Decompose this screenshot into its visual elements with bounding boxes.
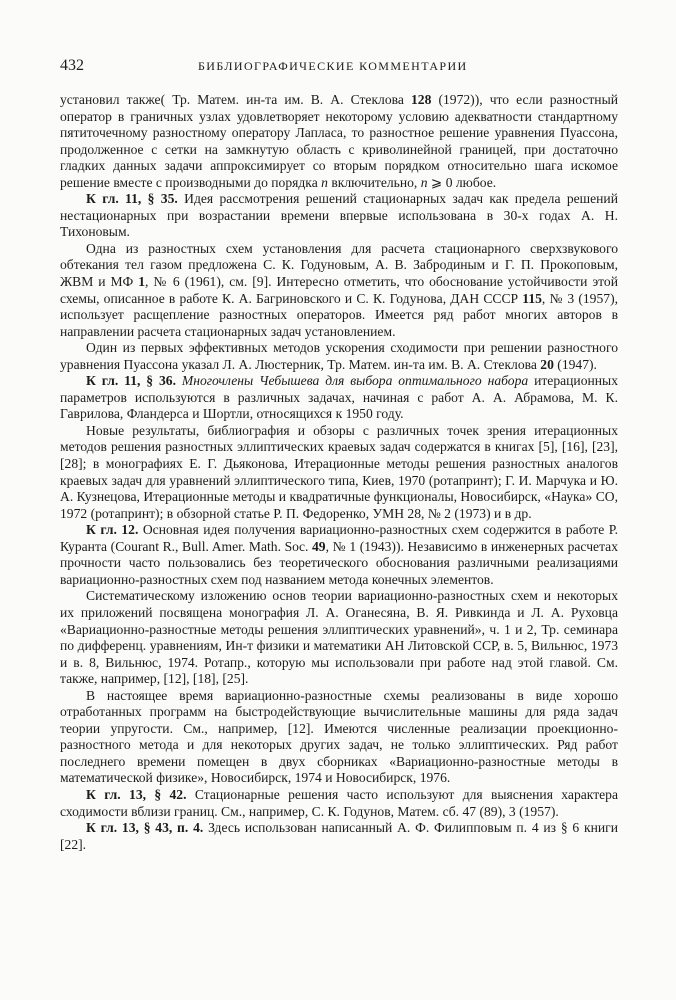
italic-text: n xyxy=(420,174,428,190)
paragraph-p7 xyxy=(60,522,618,588)
page-header xyxy=(58,57,620,77)
reference-label: 128 xyxy=(410,92,432,107)
reference-label: К гл. 12. xyxy=(86,522,139,538)
italic-text: Многочлены Чебышева для выбора оптимального набора xyxy=(181,373,529,389)
reference-label: 1 xyxy=(138,274,145,290)
paragraph-p9 xyxy=(60,688,618,787)
running-title: БИБЛИОГРАФИЧЕСКИЕ КОММЕНТАРИИ xyxy=(198,59,468,73)
text-run: В настоящее время вариационно-разностные схемы реализованы в виде хорошо отработанных программ на быстродействующие вычислительные машины для ряда задач теории упругости. См., например, [12]. Имеются численные реализации проекционно-разностного метода и для некоторых других задач, не только эллиптических. Ряд работ последнего времени помещен в двух сборниках «Вариационно-разностные методы в математической физике», Новосибирск, 1974 и Новосибирск, 1976. xyxy=(60,687,618,786)
reference-label: К гл. 11, § 35. xyxy=(86,191,178,207)
text-run: (1947). xyxy=(553,356,597,372)
paragraph-p5 xyxy=(60,373,618,423)
paragraph-p6 xyxy=(60,423,618,522)
text-run: итерационных параметров используются в различных задачах, начиная с работ А. А. Абрамова, М. К. Гаврилова, Фландерса и Шортли, относящихся к 1950 году. xyxy=(60,373,618,422)
text-run: , № 1 (1943)). Независимо в инженерных расчетах прочности часто пользовались без теоретического обоснования различными реализациями вариационно-разностных схем под названием метода конечных элементов. xyxy=(60,538,619,587)
text-run: (1972)), что если разностный оператор в граничных узлах удовлетворяет некоторому условию адекватности стандартному пятиточечному разностному оператору Лапласа, то разностное решение уравнения Пуассона, продолженное с сетки на замкнутую область с криволинейной границей, при достаточно гладких данных задачи аппроксимирует со вторым порядком относительно шага искомое решение вместе с производными до порядка xyxy=(60,92,618,190)
paragraph-p3 xyxy=(60,241,618,340)
text-run: , № 6 (1961), см. [9]. Интересно отметить, что обоснование устойчивости этой схемы, описанное в работе К. А. Багриновского и С. К. Годунова, ДАН СССР xyxy=(60,274,619,306)
paragraph-p8 xyxy=(60,588,618,687)
text-run: установил также( Тр. Матем. ин-та им. В. А. Стеклова xyxy=(60,92,411,107)
reference-label: 49 xyxy=(311,538,326,554)
reference-label: 20 xyxy=(540,356,554,372)
paragraph-p10 xyxy=(60,787,618,820)
text-run: Идея рассмотрения решений стационарных задач как предела решений нестационарных при возрастании времени впервые использована в 30-х годах А. Н. Тихоновым. xyxy=(60,191,618,240)
text-run: Один из первых эффективных методов ускорения сходимости при решении разностного уравнения Пуассона указал Л. А. Люстерник, Тр. Матем. ин-та им. В. А. Стеклова xyxy=(60,340,618,372)
text-run: Здесь использован написанный А. Ф. Филипповым п. 4 из § 6 книги [22]. xyxy=(60,820,618,852)
text-run: ⩾ 0 любое. xyxy=(427,174,497,190)
text-run: , № 3 (1957), использует расщепление разностных операторов. Имеется ряд работ многих авторов в направлении расчета стационарных задач установлением. xyxy=(60,290,618,339)
text-run: Новые результаты, библиография и обзоры с различных точек зрения итерационных методов решения разностных эллиптических краевых задач содержатся в книгах [5], [16], [23], [28]; в монографиях Е. Г. Дьяконова, Итерационные методы решения разностных аналогов краевых задач для уравнений эллиптического типа, Киев, 1970 (ротапринт); Г. И. Марчука и Ю. А. Кузнецова, Итерационные методы и квадратичные функционалы, Новосибирск, «Наука» СО, 1972 (ротапринт); в обзорной статье Р. П. Федоренко, УМН 28, № 2 (1973) и в др. xyxy=(60,422,618,521)
italic-text: n xyxy=(321,174,328,190)
text-run: Стационарные решения часто используют для выяснения характера сходимости вблизи границ. См., например, С. К. Годунов, Матем. сб. 47 (89), 3 (1957). xyxy=(60,786,618,819)
page-number: 432 xyxy=(60,57,84,74)
paragraph-p2 xyxy=(60,191,618,241)
paragraph-p11 xyxy=(60,820,618,853)
text-run: Одна из разностных схем установления для расчета стационарного сверхзвукового обтекания тел газом предложена С. К. Годуновым, А. В. Забродиным и Г. П. Прокоповым, ЖВМ и МФ xyxy=(60,240,618,290)
text-run: Основная идея получения вариационно-разностных схем содержится в работе Р. Куранта (Courant R., Bull. Amer. Math. Soc. xyxy=(60,522,618,554)
paragraph-p1 xyxy=(60,92,618,191)
reference-label: К гл. 13, § 42. xyxy=(86,786,187,802)
reference-label: 115 xyxy=(522,290,542,306)
text-run: Систематическому изложению основ теории вариационно-разностных схем и некоторых их приложений посвящена монография Л. А. Оганесяна, В. Я. Ривкинда и Л. А. Руховца «Вариационно-разностные методы решения эллиптических уравнений», ч. 1 и 2, Тр. семинара по дифференц. уравнениям, Ин-т физики и математики АН Литовской ССР, в. 5, Вильнюс, 1973 и в. 8, Вильнюс, 1974. Ротапр., которую мы использовали при работе над этой главой. См. также, например, [12], [18], [25]. xyxy=(60,588,618,687)
reference-label: К гл. 11, § 36. xyxy=(86,373,176,389)
paragraph-p4 xyxy=(60,340,618,373)
text-run: включительно, xyxy=(327,174,421,190)
reference-label: К гл. 13, § 43, п. 4. xyxy=(86,820,204,836)
text-body xyxy=(60,92,618,853)
